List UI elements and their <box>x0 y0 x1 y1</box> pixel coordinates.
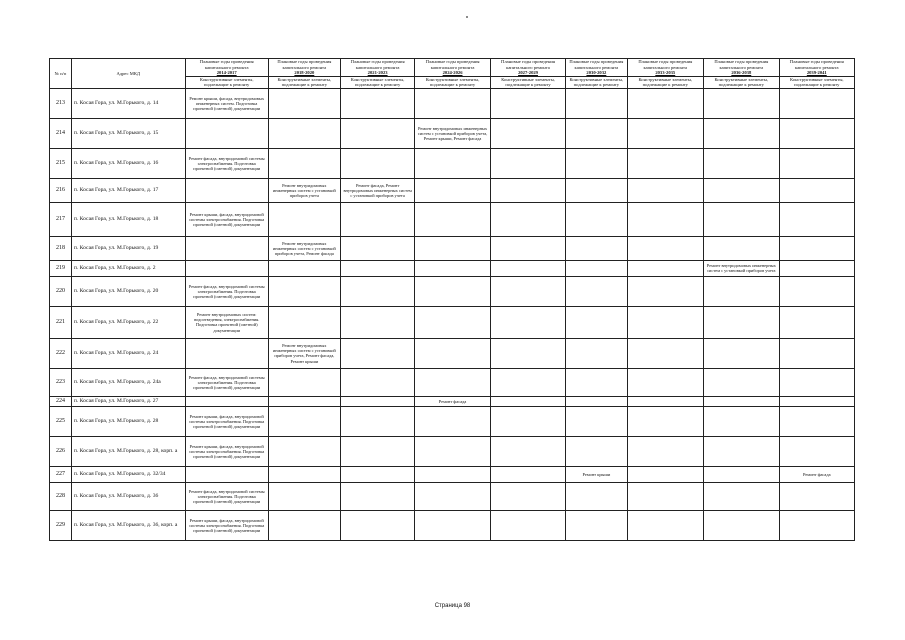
row-work-cell <box>185 396 268 406</box>
row-address: п. Косая Гора, ул. М.Горького, д. 32/34 <box>71 466 185 482</box>
row-address: п. Косая Гора, ул. М.Горького, д. 36 <box>71 482 185 510</box>
row-work-cell <box>415 236 490 260</box>
row-work-cell <box>779 466 854 482</box>
row-work-cell <box>268 118 340 148</box>
work-description: Ремонт крыши, фасада, внутридомовых инженерных систем. Подготовка проектной (сметной) документации <box>189 95 265 112</box>
row-work-cell <box>779 482 854 510</box>
row-work-cell <box>340 306 414 338</box>
row-address: п. Косая Гора, ул. М.Горького, д. 2 <box>71 260 185 276</box>
work-description: Ремонт внутридомовых инженерных систем с установкой приборов учета, Ремонт фасада, Ремонт крыши <box>272 342 336 364</box>
header-elements-label: Конструктивные элементы, подлежащие к ремонту <box>340 76 414 88</box>
row-work-cell <box>704 276 779 306</box>
row-work-cell <box>185 260 268 276</box>
row-work-cell <box>627 260 704 276</box>
row-number: 216 <box>50 178 72 202</box>
row-work-cell <box>704 482 779 510</box>
row-number: 217 <box>50 202 72 236</box>
row-work-cell <box>185 202 268 236</box>
row-work-cell <box>566 148 627 178</box>
header-period <box>490 59 565 77</box>
header-period <box>340 59 414 77</box>
row-work-cell <box>340 118 414 148</box>
row-work-cell <box>415 260 490 276</box>
table-row <box>50 368 855 396</box>
row-work-cell <box>415 368 490 396</box>
header-elements-label: Конструктивные элементы, подлежащие к ремонту <box>268 76 340 88</box>
table-row <box>50 148 855 178</box>
row-work-cell <box>185 338 268 368</box>
row-work-cell <box>490 202 565 236</box>
row-work-cell <box>704 202 779 236</box>
row-work-cell <box>704 466 779 482</box>
row-address: п. Косая Гора, ул. М.Горького, д. 24 <box>71 338 185 368</box>
table-row <box>50 306 855 338</box>
row-work-cell <box>779 178 854 202</box>
row-number: 225 <box>50 406 72 436</box>
row-work-cell <box>490 118 565 148</box>
period-years: 2027-2029 <box>518 70 538 76</box>
table-row <box>50 406 855 436</box>
row-address: п. Косая Гора, ул. М.Горького, д. 14 <box>71 88 185 118</box>
row-work-cell <box>340 202 414 236</box>
row-address: п. Косая Гора, ул. М.Горького, д. 18 <box>71 202 185 236</box>
scan-speck <box>466 16 468 18</box>
row-work-cell <box>490 276 565 306</box>
row-work-cell <box>490 396 565 406</box>
row-work-cell <box>627 368 704 396</box>
period-title: Плановые годы проведения капитального ремонта <box>425 59 480 70</box>
row-work-cell <box>566 396 627 406</box>
period-title: Плановые годы проведения капитального ремонта <box>199 59 254 70</box>
row-work-cell <box>268 260 340 276</box>
row-work-cell <box>415 510 490 540</box>
period-title: Плановые годы проведения капитального ремонта <box>569 59 624 70</box>
row-work-cell <box>490 148 565 178</box>
period-title: Плановые годы проведения капитального ремонта <box>638 59 693 70</box>
header-elements-label: Конструктивные элементы, подлежащие к ремонту <box>185 76 268 88</box>
row-work-cell <box>704 178 779 202</box>
row-work-cell <box>704 406 779 436</box>
capital-repair-table <box>49 58 855 541</box>
row-work-cell <box>340 338 414 368</box>
row-work-cell <box>704 260 779 276</box>
row-work-cell <box>185 406 268 436</box>
row-work-cell <box>627 276 704 306</box>
row-work-cell <box>185 510 268 540</box>
row-work-cell <box>704 88 779 118</box>
row-work-cell <box>340 276 414 306</box>
row-work-cell <box>779 260 854 276</box>
row-work-cell <box>779 236 854 260</box>
row-work-cell <box>779 148 854 178</box>
row-work-cell <box>627 88 704 118</box>
header-num: № п/п <box>50 59 72 89</box>
work-description: Ремонт крыши, фасада, внутридомовой системы электроснабжения. Подготовка проектной (сметной) документации <box>189 413 265 430</box>
row-work-cell <box>415 436 490 466</box>
row-work-cell <box>627 178 704 202</box>
row-work-cell <box>415 466 490 482</box>
period-title: Плановые годы проведения капитального ремонта <box>501 59 555 70</box>
row-address: п. Косая Гора, ул. М.Горького, д. 20 <box>71 276 185 306</box>
work-description: Ремонт фасада, Ремонт внутридомовых инженерных систем с установкой приборов учета <box>343 182 412 199</box>
row-work-cell <box>704 436 779 466</box>
row-work-cell <box>268 510 340 540</box>
row-number: 224 <box>50 396 72 406</box>
row-work-cell <box>566 260 627 276</box>
period-years: 2030-2032 <box>586 70 607 76</box>
work-description: Ремонт фасада, внутридомовой системы электроснабжения. Подготовка проектной (сметной) документации <box>188 283 265 300</box>
row-work-cell <box>779 436 854 466</box>
row-work-cell <box>779 276 854 306</box>
row-work-cell <box>268 406 340 436</box>
table-row <box>50 466 855 482</box>
header-period <box>566 59 627 77</box>
period-title: Плановые годы проведения капитального ремонта <box>714 59 769 70</box>
row-work-cell <box>566 202 627 236</box>
header-period <box>268 59 340 77</box>
row-work-cell <box>566 436 627 466</box>
page-number: Страница 98 <box>434 603 471 609</box>
row-work-cell <box>627 406 704 436</box>
work-description: Ремонт крыши, фасада, внутридомовой системы электроснабжения. Подготовка проектной (сметной) документации <box>189 517 265 534</box>
row-work-cell <box>268 178 340 202</box>
row-work-cell <box>779 406 854 436</box>
row-work-cell <box>185 482 268 510</box>
row-work-cell <box>566 482 627 510</box>
row-address: п. Косая Гора, ул. М.Горького, д. 22 <box>71 306 185 338</box>
row-number: 218 <box>50 236 72 260</box>
row-work-cell <box>415 202 490 236</box>
row-work-cell <box>415 338 490 368</box>
row-work-cell <box>185 236 268 260</box>
row-work-cell <box>627 202 704 236</box>
row-work-cell <box>490 406 565 436</box>
row-number: 223 <box>50 368 72 396</box>
row-number: 220 <box>50 276 72 306</box>
table-row <box>50 202 855 236</box>
table-row <box>50 178 855 202</box>
row-address: п. Косая Гора, ул. М.Горького, д. 27 <box>71 396 185 406</box>
row-work-cell <box>627 510 704 540</box>
table-row <box>50 236 855 260</box>
row-work-cell <box>268 276 340 306</box>
row-work-cell <box>627 236 704 260</box>
row-work-cell <box>490 436 565 466</box>
period-years: 2014-2017 <box>216 70 237 76</box>
table-row <box>50 396 855 406</box>
row-work-cell <box>415 306 490 338</box>
row-work-cell <box>566 178 627 202</box>
row-work-cell <box>779 368 854 396</box>
row-address: п. Косая Гора, ул. М.Горького, д. 19 <box>71 236 185 260</box>
row-work-cell <box>340 236 414 260</box>
row-work-cell <box>490 368 565 396</box>
row-work-cell <box>268 148 340 178</box>
row-work-cell <box>704 148 779 178</box>
row-work-cell <box>268 482 340 510</box>
row-work-cell <box>340 510 414 540</box>
row-work-cell <box>340 178 414 202</box>
row-work-cell <box>566 306 627 338</box>
work-description: Ремонт фасада, внутридомовой системы электроснабжения. Подготовка проектной (сметной) документации <box>188 155 265 172</box>
header-elements-label: Конструктивные элементы, подлежащие к ремонту <box>490 76 565 88</box>
table-row <box>50 260 855 276</box>
row-address: п. Косая Гора, ул. М.Горького, д. 28, корп. а <box>71 436 185 466</box>
header-period <box>704 59 779 77</box>
header-period <box>415 59 490 77</box>
row-work-cell <box>415 148 490 178</box>
row-work-cell <box>627 396 704 406</box>
header-row-periods <box>50 59 855 77</box>
row-number: 222 <box>50 338 72 368</box>
header-elements-label: Конструктивные элементы, подлежащие к ремонту <box>415 76 490 88</box>
work-description: Ремонт внутридомовых инженерных систем с установкой приборов учета, Ремонт фасада <box>272 240 336 257</box>
row-work-cell <box>185 466 268 482</box>
row-work-cell <box>490 466 565 482</box>
row-work-cell <box>627 436 704 466</box>
row-work-cell <box>627 306 704 338</box>
row-work-cell <box>779 88 854 118</box>
table-row <box>50 510 855 540</box>
row-work-cell <box>566 510 627 540</box>
row-address: п. Косая Гора, ул. М.Горького, д. 36, корп. а <box>71 510 185 540</box>
row-work-cell <box>490 510 565 540</box>
period-years: 2018-2020 <box>294 70 315 76</box>
row-work-cell <box>415 406 490 436</box>
header-period <box>627 59 704 77</box>
row-number: 215 <box>50 148 72 178</box>
row-work-cell <box>340 482 414 510</box>
row-work-cell <box>268 88 340 118</box>
row-work-cell <box>340 368 414 396</box>
row-number: 229 <box>50 510 72 540</box>
table-row <box>50 276 855 306</box>
period-years: 2039-2041 <box>806 70 827 76</box>
row-number: 228 <box>50 482 72 510</box>
row-work-cell <box>704 236 779 260</box>
period-years: 2033-2035 <box>655 70 676 76</box>
row-work-cell <box>268 368 340 396</box>
row-work-cell <box>704 338 779 368</box>
row-number: 214 <box>50 118 72 148</box>
row-work-cell <box>415 178 490 202</box>
row-work-cell <box>185 276 268 306</box>
row-number: 226 <box>50 436 72 466</box>
header-period <box>185 59 268 77</box>
row-work-cell <box>415 118 490 148</box>
header-period <box>779 59 854 77</box>
row-work-cell <box>268 202 340 236</box>
row-work-cell <box>415 482 490 510</box>
work-description: Ремонт фасада <box>438 398 467 404</box>
row-work-cell <box>268 338 340 368</box>
header-elements-label: Конструктивные элементы, подлежащие к ремонту <box>566 76 627 88</box>
row-number: 221 <box>50 306 72 338</box>
row-work-cell <box>490 338 565 368</box>
row-work-cell <box>415 88 490 118</box>
row-work-cell <box>779 396 854 406</box>
row-work-cell <box>415 276 490 306</box>
row-work-cell <box>566 406 627 436</box>
row-number: 219 <box>50 260 72 276</box>
period-title: Плановые годы проведения капитального ремонта <box>350 59 405 70</box>
period-years: 2036-2038 <box>731 70 752 76</box>
work-description: Ремонт крыши, фасада, внутридомовой системы электроснабжения. Подготовка проектной (сметной) документации <box>189 211 265 228</box>
work-description: Ремонт внутридомовых систем: водоотведения, электроснабжения. Подготовка проектной (сметной) документации <box>194 311 260 333</box>
row-work-cell <box>340 260 414 276</box>
row-work-cell <box>627 338 704 368</box>
work-description: Ремонт фасада, внутридомовой системы электроснабжения. Подготовка проектной (сметной) документации <box>188 488 265 505</box>
row-address: п. Косая Гора, ул. М.Горького, д. 28 <box>71 406 185 436</box>
work-description: Ремонт крыши <box>582 471 611 477</box>
table-header <box>50 59 855 89</box>
row-work-cell <box>627 466 704 482</box>
row-work-cell <box>779 510 854 540</box>
row-work-cell <box>415 396 490 406</box>
row-work-cell <box>185 88 268 118</box>
row-work-cell <box>566 338 627 368</box>
period-years: 2021-2023 <box>367 70 388 76</box>
row-work-cell <box>566 466 627 482</box>
work-description: Ремонт внутридомовых инженерных систем с установкой приборов учета <box>272 182 336 199</box>
row-work-cell <box>779 118 854 148</box>
table-row <box>50 118 855 148</box>
row-work-cell <box>268 236 340 260</box>
row-address: п. Косая Гора, ул. М.Горького, д. 24а <box>71 368 185 396</box>
row-work-cell <box>779 338 854 368</box>
row-work-cell <box>566 368 627 396</box>
row-work-cell <box>566 276 627 306</box>
row-work-cell <box>340 466 414 482</box>
table-row <box>50 482 855 510</box>
table-row <box>50 338 855 368</box>
row-number: 213 <box>50 88 72 118</box>
row-address: п. Косая Гора, ул. М.Горького, д. 16 <box>71 148 185 178</box>
row-work-cell <box>566 88 627 118</box>
row-work-cell <box>268 396 340 406</box>
row-work-cell <box>490 306 565 338</box>
header-elements-label: Конструктивные элементы, подлежащие к ремонту <box>779 76 854 88</box>
row-work-cell <box>704 510 779 540</box>
row-work-cell <box>779 202 854 236</box>
row-work-cell <box>704 368 779 396</box>
row-work-cell <box>704 306 779 338</box>
row-work-cell <box>490 260 565 276</box>
row-work-cell <box>268 466 340 482</box>
header-address: Адрес МКД <box>71 59 185 89</box>
row-work-cell <box>779 306 854 338</box>
row-address: п. Косая Гора, ул. М.Горького, д. 15 <box>71 118 185 148</box>
row-work-cell <box>566 236 627 260</box>
row-number: 227 <box>50 466 72 482</box>
row-work-cell <box>704 396 779 406</box>
period-years: 2024-2026 <box>442 70 463 76</box>
row-work-cell <box>627 118 704 148</box>
row-work-cell <box>704 118 779 148</box>
row-work-cell <box>340 396 414 406</box>
row-work-cell <box>490 236 565 260</box>
row-work-cell <box>490 482 565 510</box>
table-row <box>50 88 855 118</box>
row-work-cell <box>340 436 414 466</box>
row-work-cell <box>566 118 627 148</box>
row-work-cell <box>490 178 565 202</box>
header-elements-label: Конструктивные элементы, подлежащие к ремонту <box>627 76 704 88</box>
work-description: Ремонт внутридомовых инженерных систем с установкой приборов учета <box>706 263 776 274</box>
row-work-cell <box>185 368 268 396</box>
row-work-cell <box>185 306 268 338</box>
row-work-cell <box>268 436 340 466</box>
row-work-cell <box>185 148 268 178</box>
row-work-cell <box>340 148 414 178</box>
row-work-cell <box>185 118 268 148</box>
table-row <box>50 436 855 466</box>
row-work-cell <box>627 148 704 178</box>
period-title: Плановые годы проведения капитального ремонта <box>789 59 844 70</box>
work-description: Ремонт фасада, внутридомовой системы электроснабжения. Подготовка проектной (сметной) документации <box>188 374 265 391</box>
row-work-cell <box>490 88 565 118</box>
work-description: Ремонт крыши, фасада, внутридомовой системы электроснабжения. Подготовка проектной (сметной) документации <box>189 443 265 460</box>
table-body <box>50 88 855 540</box>
row-work-cell <box>340 88 414 118</box>
row-work-cell <box>268 306 340 338</box>
row-address: п. Косая Гора, ул. М.Горького, д. 17 <box>71 178 185 202</box>
header-elements-label: Конструктивные элементы, подлежащие к ремонту <box>704 76 779 88</box>
period-title: Плановые годы проведения капитального ремонта <box>277 59 332 70</box>
row-work-cell <box>340 406 414 436</box>
row-work-cell <box>627 482 704 510</box>
row-work-cell <box>185 178 268 202</box>
work-description: Ремонт внутридомовых инженерных систем с установкой приборов учета, Ремонт крыши, Ремонт фасада <box>417 125 488 142</box>
row-work-cell <box>185 436 268 466</box>
work-description: Ремонт фасада <box>802 471 831 477</box>
